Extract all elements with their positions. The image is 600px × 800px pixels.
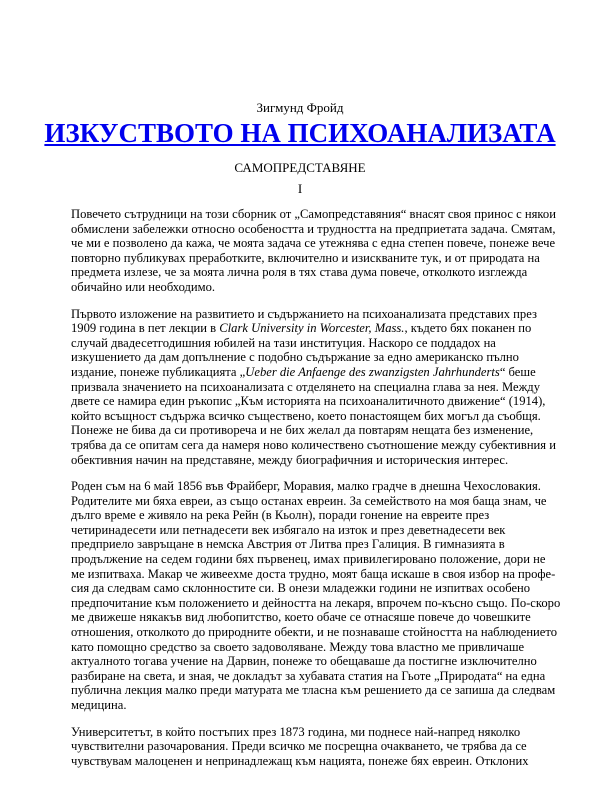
text-line: изкушението да дам допълнение с подобно съдържание за едно американско пълно: [71, 350, 519, 365]
text-line: медицина.: [71, 698, 127, 712]
text-line: трябва да се опитам сега да намеря ново количествено съотношение между субективния и: [71, 437, 556, 452]
text-line: Университетът, в който постъпих през 1873 година, ми поднесе най-напред няколко: [71, 724, 521, 739]
text-line: обичайно или необходимо.: [71, 279, 216, 294]
text-line: случай двадесетгодишния юбилей на тази институция. Наскоро се поддадох на: [71, 335, 496, 350]
text-line: издание, понеже публикацията „Ueber die Anfaenge des zwanzigsten Jahrhunderts“ беше: [71, 364, 536, 379]
document-title-link[interactable]: ИЗКУСТВОТО НА ПСИХОАНАЛИЗАТА: [44, 118, 556, 148]
section-number: I: [297, 181, 303, 196]
paragraph: [71, 479, 561, 713]
text-line: ме изпитваха. Макар че живеехме доста трудно, моят баща искаше в своя избор на профе-: [71, 566, 556, 581]
text-line: че ми е позволено да кажа, че моята задача се утежнява с една степен повече, понеже вече: [71, 236, 556, 251]
text-line: продължение на седем години бях първенец, имах привилегировано положение, дори не: [71, 552, 546, 567]
text-line: сия да следвам само склонностите си. В онези младежки години не изпитвах особено: [71, 581, 531, 596]
text-line: ме движеше някакъв вид любопитство, което обаче се отнасяше повече до човешките: [71, 610, 531, 625]
text-line: призвала значението на психоанализата с отделянето на специална глава за нея. Между: [71, 379, 540, 394]
author-name: Зигмунд Фройд: [256, 100, 344, 115]
text-line: четиринадесети или петнадесети век избягало на изток и през деветнадесети век: [71, 522, 506, 537]
text-line: чувствувам малоценен и непринадлежащ към нацията, понеже бях евреин. Отклоних: [71, 753, 529, 768]
text-line: дълго време е живяло на река Рейн (в Кьолн), поради гонение на евреите през: [71, 508, 490, 523]
text-line: предпочитание към положението и дейността на лекаря, впрочем по-късно също. По-скоро: [71, 595, 561, 610]
text-line: Родителите ми бяха евреи, аз също останах евреин. За семейството на моя баща знам, че: [71, 493, 547, 508]
text-line: който всъщност съдържа всичко съществено, което понастоящем бих могъл да съобщя.: [71, 408, 541, 423]
paragraph: [71, 306, 556, 468]
paragraph: [71, 725, 539, 769]
text-line: предмета излезе, че за моята лична роля в тях става дума повече, отколкото изглежда: [71, 265, 528, 280]
text-line: отношения, отколкото до природните обекти, и не познаваше стойността на наблюдението: [71, 625, 558, 640]
paragraph: [71, 207, 556, 295]
document-subtitle: САМОПРЕДСТАВЯНЕ: [234, 160, 366, 175]
text-line: актуалното тогава учение на Дарвин, понеже то обещаваше да постигне изключително: [71, 654, 537, 669]
text-line: Повечето сътрудници на този сборник от „Самопредставяния“ внасят своя принос с някои: [71, 207, 556, 221]
text-line: публична лекция малко преди матурата ме тласна към решението да се запиша да следвам: [71, 683, 556, 698]
text-line: обмислени забележки относно особеността и трудността на предприетата задача. Смятам,: [71, 221, 556, 236]
text-line: разбиране на света, и зная, че докладът за хубавата статия на Гьоте „Природата“ на една: [71, 668, 546, 683]
italic-title: Clark University in Worcester, Mass.: [219, 321, 405, 336]
text-line: Първото изложение на развитието и съдържанието на психоанализата представих през: [71, 306, 537, 321]
text-line: чувствителни разочарования. Преди всичко ме посрещна очакването, че трябва да се: [71, 739, 527, 754]
text-line: двете се намира един ръкопис „Към историята на психоаналитичното движение“ (1914),: [71, 394, 546, 409]
text-line: обективния начин на представяне, между биографичния и историческия интерес.: [71, 452, 509, 467]
text-line: предприело завръщане в немска Австрия от Литва през Галиция. В гимназията в: [71, 537, 505, 552]
text-line: повторно публикувах преработките, включително и изискваните тук, и от природата на: [71, 250, 540, 265]
text-line: като помощно средство за своето задоволяване. Между това властно ме привличаше: [71, 639, 525, 654]
italic-title: Ueber die Anfaenge des zwanzigsten Jahrhunderts: [245, 364, 500, 379]
text-line: 1909 година в пет лекции в Clark University in Worcester, Mass., където бях поканен по: [71, 321, 532, 336]
text-line: Понеже не бива да си противореча и не бих желал да повтарям нещата без изменение,: [71, 423, 534, 438]
body-text: [71, 207, 561, 768]
text-line: Роден съм на 6 май 1856 във Фрайберг, Моравия, малко градче в днешна Чехословакия.: [71, 479, 541, 494]
